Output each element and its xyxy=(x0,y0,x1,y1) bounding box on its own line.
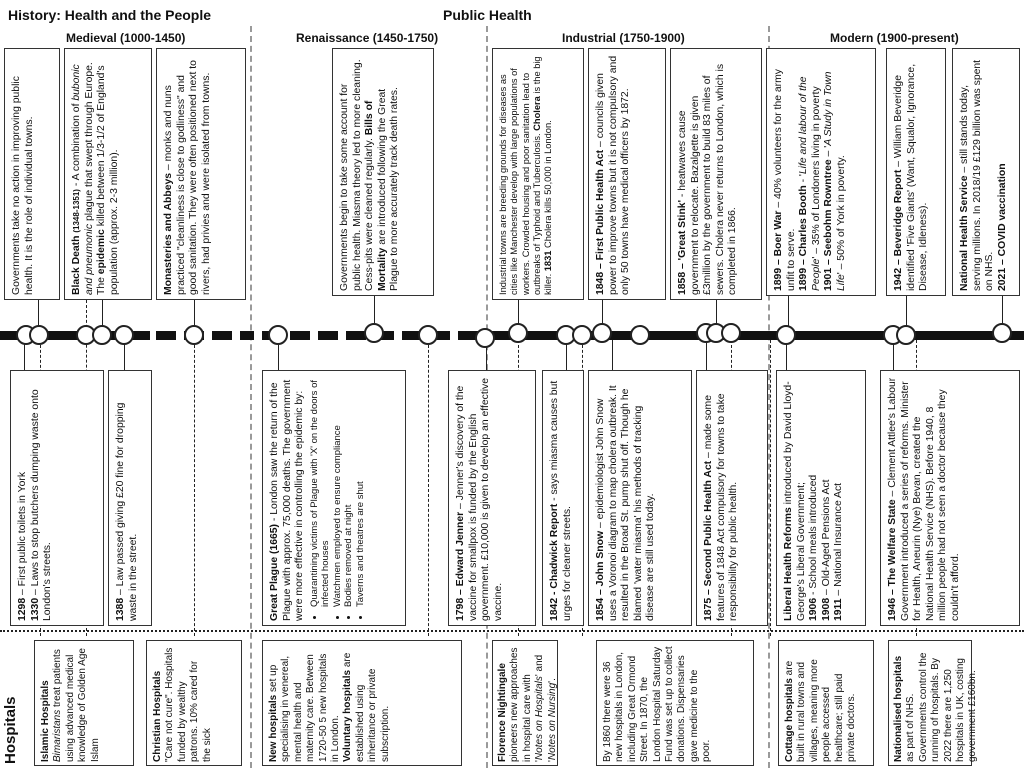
hospital-box-renaissance: New hospitals set up specialising in venereal, mental health and maternity care. Between 1720-50 5 new hospitals in London. Voluntary hospitals are established using inheritance or private subscription. xyxy=(262,640,462,766)
event-box-john-snow: 1854 – John Snow – epidemiologist John Snow uses a Voronoi diagram to map cholera outbreak. It resulted in the Broad St. pump shut off. Though he blamed 'water miasma' his methods of tracking disease are still used today. xyxy=(588,370,692,626)
event-box-welfare-state: 1946 – The Welfare State – Clement Attlee's Labour Government introduced a series of reforms. Minister for Health, Aneurin (Nye) Bevan, created the National Health Service (NHS). Before 1940, 8 million people had not seen a doctor because they couldn't afford. xyxy=(880,370,1020,626)
event-box-industrial-towns: Industrial towns are breeding grounds for diseases as cities like Manchester develop with large populations of workers. Crowded housing and poor sanitation lead to outbreaks of Typhoid and Tuberculosis. Cholera is the big killer. 1831 Cholera kills 50,000 in London. xyxy=(492,48,584,300)
event-box-1388: 1388 – Law passed giving £20 fine for dropping waste in the street. xyxy=(108,370,152,626)
event-box-government-no-action: Governments take no action in improving public health. It is the role of individual towns. xyxy=(4,48,60,300)
hospital-box-florence-nightingale: Florence Nightingale pioneers new approaches in hospital care with 'Notes on Hospitals' and 'Notes on Nursing'. xyxy=(492,640,558,766)
timeline-node xyxy=(268,325,288,345)
event-box-edward-jenner: 1798 – Edward Jenner – Jenner's discovery of the vaccine for smallpox is funded by the English government. £10,000 is given to develop an effective vaccine. xyxy=(448,370,536,626)
timeline-node xyxy=(364,323,384,343)
hospital-box-cottage: Cottage hospitals are built in rural towns and villages, meaning more people accessed healthcare; still paid private doctors. xyxy=(778,640,874,766)
timeline-node xyxy=(992,323,1012,343)
timeline-node xyxy=(29,325,49,345)
timeline-node xyxy=(508,323,528,343)
timeline-node xyxy=(776,325,796,345)
hospital-box-nationalised: Nationalised hospitals as part of NHS. Governments control the running of hospitals. By 2022 there are 1,250 hospitals in UK, costing government £160bn. xyxy=(888,640,972,766)
event-box-renaissance-gov: Governments begin to take some account for public health. Miasma theory led to more cleaning. Cess-pits were cleaned regularly. Bills of Mortality are introduced following the Great Plague to more accurately track death rates. xyxy=(332,48,434,296)
era-industrial: Industrial (1750-1900) xyxy=(562,31,685,45)
hospital-box-christian: Christian Hospitals "Care not cure". Hospitals funded by wealthy patrons. 10% cared for the sick xyxy=(146,640,242,766)
event-box-chadwick-report: 1842 - Chadwick Report - says miasma causes but urges for cleaner streets. xyxy=(542,370,584,626)
event-box-great-plague: Great Plague (1665) - London saw the return of the Plague with approx. 75,000 deaths. The government were more effective in controlling the epidemic by: • Quarantining victims of Plague with 'X' on the doors of infected houses • Watchmen employed to ensure compliance • Bodies removed at night • Taverns and theatres are shut xyxy=(262,370,406,626)
timeline-node xyxy=(114,325,134,345)
event-box-beveridge-report: 1942 – Beveridge Report – William Beveridge identified 'Five Giants' (Want, Squalor, Ignorance, Disease, Idleness). xyxy=(886,48,946,296)
timeline-node xyxy=(418,325,438,345)
timeline-node xyxy=(475,328,495,348)
timeline-node xyxy=(184,325,204,345)
event-box-liberal-reforms: Liberal Health Reforms introduced by David Lloyd-George's Liberal Government; 1906 - School meals introduced 1908 – Old-Aged Pensions Act 1911 – National Insurance Act xyxy=(776,370,866,626)
event-box-monasteries: Monasteries and Abbeys – monks and nuns practiced "cleanliness is close to godliness" and good sanitation. They were often positioned next to rivers, had privies and were isolated from towns. xyxy=(156,48,246,300)
hospital-box-islamic: Islamic Hospitals Bimaristans treat patients using advanced medical knowledge of Golden Age Islam xyxy=(34,640,134,766)
event-box-1298-1330: 1298 – First public toilets in York 1330 – Laws to stop butchers dumping waste onto London's streets. xyxy=(10,370,104,626)
timeline-node xyxy=(896,325,916,345)
timeline-node xyxy=(721,323,741,343)
event-box-great-stink: 1858 – 'Great Stink' - heatwaves cause government to relocate. Bazalgette is given £3million by the government to build 83 miles of sewers. Cholera never returns to London, which is completed in 1866. xyxy=(670,48,762,300)
era-renaissance: Renaissance (1450-1750) xyxy=(296,31,439,45)
event-box-first-public-health-act: 1848 – First Public Health Act – councils given power to improve towns but it is not compulsory and only 50 towns have medical officers by 1872. xyxy=(588,48,666,300)
hospitals-divider xyxy=(0,630,1024,632)
timeline-node xyxy=(630,325,650,345)
timeline-node xyxy=(592,323,612,343)
timeline-node xyxy=(572,325,592,345)
hospital-box-1860: By 1860 there were 36 new hospitals in London, including Great Ormond Street. In 1870, the London Hospital Saturday Fund was set up to collect donations. Dispensaries gave medicine to the poor. xyxy=(596,640,754,766)
era-modern: Modern (1900-present) xyxy=(830,31,959,45)
event-box-nhs: National Health Service – still stands today, serving millions. In 2018/19 £129 billion was spent on NHS. 2021 – COVID vaccination xyxy=(952,48,1020,296)
topic-title: Public Health xyxy=(443,7,532,23)
era-medieval: Medieval (1000-1450) xyxy=(66,31,186,45)
event-box-boer-war: 1899 – Boer War – 40% volunteers for the army unfit to serve. 1899 – Charles Booth - 'Life and labour of the People' – 35% of Londoners living in poverty 1901 – Seebohm Rowntree – 'A Study in Town Life' – 50% of York in poverty. xyxy=(766,48,876,296)
event-box-black-death: Black Death (1348-1351) - A combination of bubonic and pneumonic plague that swept through Europe. The epidemic killed between 1/3-1/2 of England's population (approx. 2-3 million). xyxy=(64,48,152,300)
event-box-second-public-health-act: 1875 – Second Public Health Act – made some features of 1848 Act compulsory for towns to take responsibility for public health. xyxy=(696,370,768,626)
hospitals-label: Hospitals xyxy=(2,696,19,764)
era-divider xyxy=(250,26,252,768)
page-title: History: Health and the People xyxy=(8,7,212,23)
timeline-node xyxy=(92,325,112,345)
